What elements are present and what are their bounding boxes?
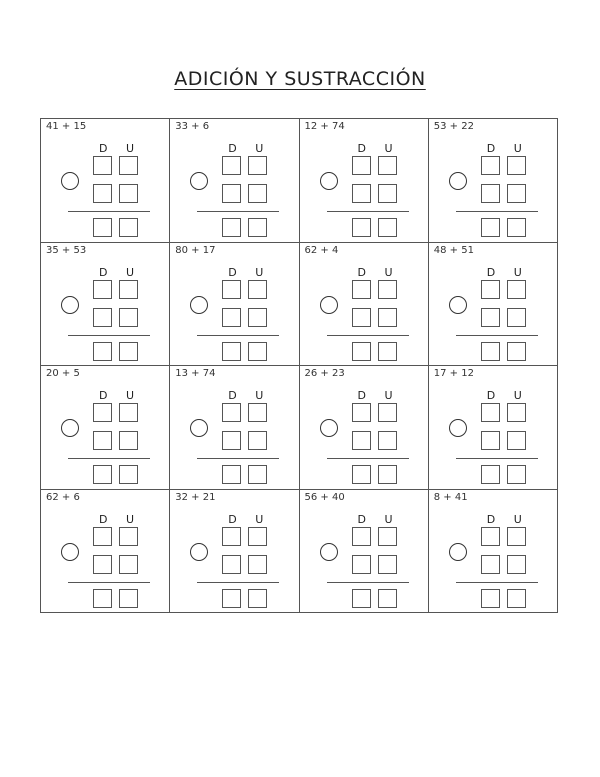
problem-cell <box>41 119 170 243</box>
result-tens-box[interactable] <box>481 342 500 361</box>
addend2-tens-box[interactable] <box>93 555 112 574</box>
addend1-tens-box[interactable] <box>93 527 112 546</box>
operation-sign-circle[interactable] <box>190 419 208 437</box>
result-units-box[interactable] <box>507 465 526 484</box>
result-tens-box[interactable] <box>93 218 112 237</box>
operation-sign-circle[interactable] <box>61 172 79 190</box>
problem-cell <box>170 119 299 243</box>
units-header: U <box>255 512 264 526</box>
operation-sign-circle[interactable] <box>61 543 79 561</box>
addend2-units-box[interactable] <box>248 184 267 203</box>
addend2-tens-box[interactable] <box>481 555 500 574</box>
result-tens-box[interactable] <box>352 589 371 608</box>
result-units-box[interactable] <box>119 342 138 361</box>
result-units-box[interactable] <box>378 342 397 361</box>
units-header: U <box>513 265 522 279</box>
addend1-tens-box[interactable] <box>481 156 500 175</box>
result-tens-box[interactable] <box>481 465 500 484</box>
units-header: U <box>126 265 135 279</box>
addend1-units-box[interactable] <box>378 403 397 422</box>
addend2-units-box[interactable] <box>507 308 526 327</box>
addend2-tens-box[interactable] <box>222 184 241 203</box>
units-header: U <box>255 389 264 402</box>
addend1-units-box[interactable] <box>119 156 138 175</box>
worksheet-title: ADICIÓN Y SUSTRACCIÓN <box>174 68 426 90</box>
result-units-box[interactable] <box>119 218 138 237</box>
addend2-tens-box[interactable] <box>222 308 241 327</box>
tens-header: D <box>99 512 108 526</box>
problem-cell <box>300 119 429 243</box>
addend1-units-box[interactable] <box>248 403 267 422</box>
sum-line <box>327 582 409 583</box>
addend2-units-box[interactable] <box>378 184 397 203</box>
problem-expression: 17 + 12 <box>433 368 474 379</box>
addend1-units-box[interactable] <box>248 527 267 546</box>
problem-expression: 32 + 21 <box>175 491 216 503</box>
problem-cell <box>300 490 429 614</box>
result-units-box[interactable] <box>248 465 267 484</box>
sum-line <box>68 458 150 459</box>
addend1-tens-box[interactable] <box>352 156 371 175</box>
problem-cell <box>300 243 429 367</box>
units-header: U <box>513 389 522 402</box>
tens-header: D <box>99 265 108 279</box>
problem-cell <box>429 243 558 367</box>
result-tens-box[interactable] <box>222 342 241 361</box>
problem-expression: 33 + 6 <box>175 121 210 132</box>
tens-header: D <box>228 389 237 402</box>
addend2-units-box[interactable] <box>507 184 526 203</box>
addend1-tens-box[interactable] <box>352 527 371 546</box>
units-header: U <box>384 389 393 402</box>
problem-expression: 53 + 22 <box>433 121 474 132</box>
operation-sign-circle[interactable] <box>449 296 467 314</box>
operation-sign-circle[interactable] <box>190 296 208 314</box>
addend2-units-box[interactable] <box>248 431 267 450</box>
problem-cell <box>170 243 299 367</box>
addend1-tens-box[interactable] <box>481 280 500 299</box>
tens-header: D <box>486 512 496 526</box>
addend1-tens-box[interactable] <box>352 280 371 299</box>
problem-cell <box>41 490 170 614</box>
addend2-tens-box[interactable] <box>93 184 112 203</box>
result-tens-box[interactable] <box>352 218 371 237</box>
sum-line <box>68 582 150 583</box>
operation-sign-circle[interactable] <box>320 296 338 314</box>
result-tens-box[interactable] <box>93 589 112 608</box>
addend1-tens-box[interactable] <box>481 403 500 422</box>
addend1-units-box[interactable] <box>119 280 138 299</box>
tens-header: D <box>486 389 496 402</box>
problem-cell <box>429 490 558 614</box>
addend1-units-box[interactable] <box>507 280 526 299</box>
sum-line <box>456 211 538 212</box>
result-units-box[interactable] <box>119 465 138 484</box>
problem-cell <box>170 490 299 614</box>
sum-line <box>68 335 150 336</box>
units-header: U <box>126 389 135 402</box>
result-tens-box[interactable] <box>352 465 371 484</box>
addend2-units-box[interactable] <box>119 308 138 327</box>
units-header: U <box>513 512 522 526</box>
sum-line <box>456 582 538 583</box>
result-tens-box[interactable] <box>481 218 500 237</box>
sum-line <box>456 458 538 459</box>
tens-header: D <box>357 389 366 402</box>
addend1-units-box[interactable] <box>248 156 267 175</box>
tens-header: D <box>486 142 496 155</box>
tens-header: D <box>228 265 237 279</box>
operation-sign-circle[interactable] <box>320 419 338 437</box>
operation-sign-circle[interactable] <box>190 172 208 190</box>
sum-line <box>197 211 279 212</box>
addend2-units-box[interactable] <box>378 431 397 450</box>
addend1-units-box[interactable] <box>507 527 526 546</box>
tens-header: D <box>99 389 108 402</box>
addend2-units-box[interactable] <box>507 555 526 574</box>
result-units-box[interactable] <box>507 342 526 361</box>
operation-sign-circle[interactable] <box>449 172 467 190</box>
tens-header: D <box>228 142 237 155</box>
operation-sign-circle[interactable] <box>320 543 338 561</box>
problem-expression: 8 + 41 <box>433 491 468 503</box>
sum-line <box>197 582 279 583</box>
units-header: U <box>126 142 135 155</box>
problem-grid <box>40 118 558 613</box>
addend1-tens-box[interactable] <box>93 403 112 422</box>
addend1-units-box[interactable] <box>507 156 526 175</box>
addend2-tens-box[interactable] <box>352 308 371 327</box>
addend2-units-box[interactable] <box>119 184 138 203</box>
result-units-box[interactable] <box>378 218 397 237</box>
addend1-units-box[interactable] <box>378 156 397 175</box>
addend1-units-box[interactable] <box>248 280 267 299</box>
result-tens-box[interactable] <box>481 589 500 608</box>
addend1-units-box[interactable] <box>378 527 397 546</box>
addend1-units-box[interactable] <box>119 403 138 422</box>
result-tens-box[interactable] <box>222 589 241 608</box>
addend1-units-box[interactable] <box>507 403 526 422</box>
problem-expression: 12 + 74 <box>304 121 345 132</box>
result-units-box[interactable] <box>507 218 526 237</box>
tens-header: D <box>357 512 366 526</box>
sum-line <box>197 458 279 459</box>
sum-line <box>327 458 409 459</box>
result-tens-box[interactable] <box>222 465 241 484</box>
addend2-units-box[interactable] <box>119 431 138 450</box>
operation-sign-circle[interactable] <box>320 172 338 190</box>
operation-sign-circle[interactable] <box>61 296 79 314</box>
sum-line <box>456 335 538 336</box>
problem-expression: 48 + 51 <box>433 244 474 256</box>
problem-expression: 13 + 74 <box>175 368 216 379</box>
problem-expression: 20 + 5 <box>46 368 80 379</box>
result-units-box[interactable] <box>378 589 397 608</box>
tens-header: D <box>357 265 366 279</box>
units-header: U <box>255 142 264 155</box>
problem-expression: 62 + 6 <box>46 491 80 503</box>
tens-header: D <box>486 265 496 279</box>
result-units-box[interactable] <box>248 342 267 361</box>
problem-expression: 62 + 4 <box>304 244 339 256</box>
addend1-tens-box[interactable] <box>222 527 241 546</box>
addend1-tens-box[interactable] <box>93 280 112 299</box>
result-units-box[interactable] <box>248 589 267 608</box>
result-tens-box[interactable] <box>352 342 371 361</box>
sum-line <box>327 335 409 336</box>
units-header: U <box>126 512 135 526</box>
problem-expression: 35 + 53 <box>46 244 87 256</box>
addend2-tens-box[interactable] <box>481 308 500 327</box>
units-header: U <box>384 512 393 526</box>
addend2-tens-box[interactable] <box>352 184 371 203</box>
addend2-units-box[interactable] <box>248 308 267 327</box>
result-units-box[interactable] <box>119 589 138 608</box>
problem-expression: 80 + 17 <box>175 244 216 256</box>
addend1-units-box[interactable] <box>119 527 138 546</box>
problem-cell <box>300 366 429 490</box>
result-units-box[interactable] <box>248 218 267 237</box>
tens-header: D <box>99 142 108 155</box>
addend2-tens-box[interactable] <box>222 555 241 574</box>
operation-sign-circle[interactable] <box>190 543 208 561</box>
problem-cell <box>170 366 299 490</box>
operation-sign-circle[interactable] <box>449 419 467 437</box>
addend2-tens-box[interactable] <box>481 184 500 203</box>
addend2-units-box[interactable] <box>119 555 138 574</box>
addend1-tens-box[interactable] <box>222 156 241 175</box>
result-tens-box[interactable] <box>93 342 112 361</box>
problem-expression: 41 + 15 <box>46 121 87 132</box>
result-tens-box[interactable] <box>93 465 112 484</box>
addend2-tens-box[interactable] <box>352 431 371 450</box>
operation-sign-circle[interactable] <box>61 419 79 437</box>
problem-cell <box>429 119 558 243</box>
addend2-tens-box[interactable] <box>481 431 500 450</box>
problem-cell <box>41 366 170 490</box>
problem-cell <box>41 243 170 367</box>
addend2-units-box[interactable] <box>507 431 526 450</box>
addend1-tens-box[interactable] <box>481 527 500 546</box>
problem-expression: 56 + 40 <box>304 491 345 503</box>
addend1-tens-box[interactable] <box>93 156 112 175</box>
addend2-tens-box[interactable] <box>352 555 371 574</box>
addend1-tens-box[interactable] <box>222 280 241 299</box>
addend2-units-box[interactable] <box>378 308 397 327</box>
units-header: U <box>384 142 393 155</box>
units-header: U <box>513 142 522 155</box>
result-tens-box[interactable] <box>222 218 241 237</box>
result-units-box[interactable] <box>507 589 526 608</box>
addend1-units-box[interactable] <box>378 280 397 299</box>
sum-line <box>68 211 150 212</box>
operation-sign-circle[interactable] <box>449 543 467 561</box>
problem-expression: 26 + 23 <box>304 368 345 379</box>
tens-header: D <box>228 512 237 526</box>
sum-line <box>327 211 409 212</box>
units-header: U <box>255 265 264 279</box>
sum-line <box>197 335 279 336</box>
addend2-tens-box[interactable] <box>222 431 241 450</box>
addend1-tens-box[interactable] <box>352 403 371 422</box>
addend2-tens-box[interactable] <box>93 431 112 450</box>
problem-cell <box>429 366 558 490</box>
addend2-units-box[interactable] <box>248 555 267 574</box>
addend2-units-box[interactable] <box>378 555 397 574</box>
addend2-tens-box[interactable] <box>93 308 112 327</box>
tens-header: D <box>357 142 366 155</box>
result-units-box[interactable] <box>378 465 397 484</box>
units-header: U <box>384 265 393 279</box>
addend1-tens-box[interactable] <box>222 403 241 422</box>
